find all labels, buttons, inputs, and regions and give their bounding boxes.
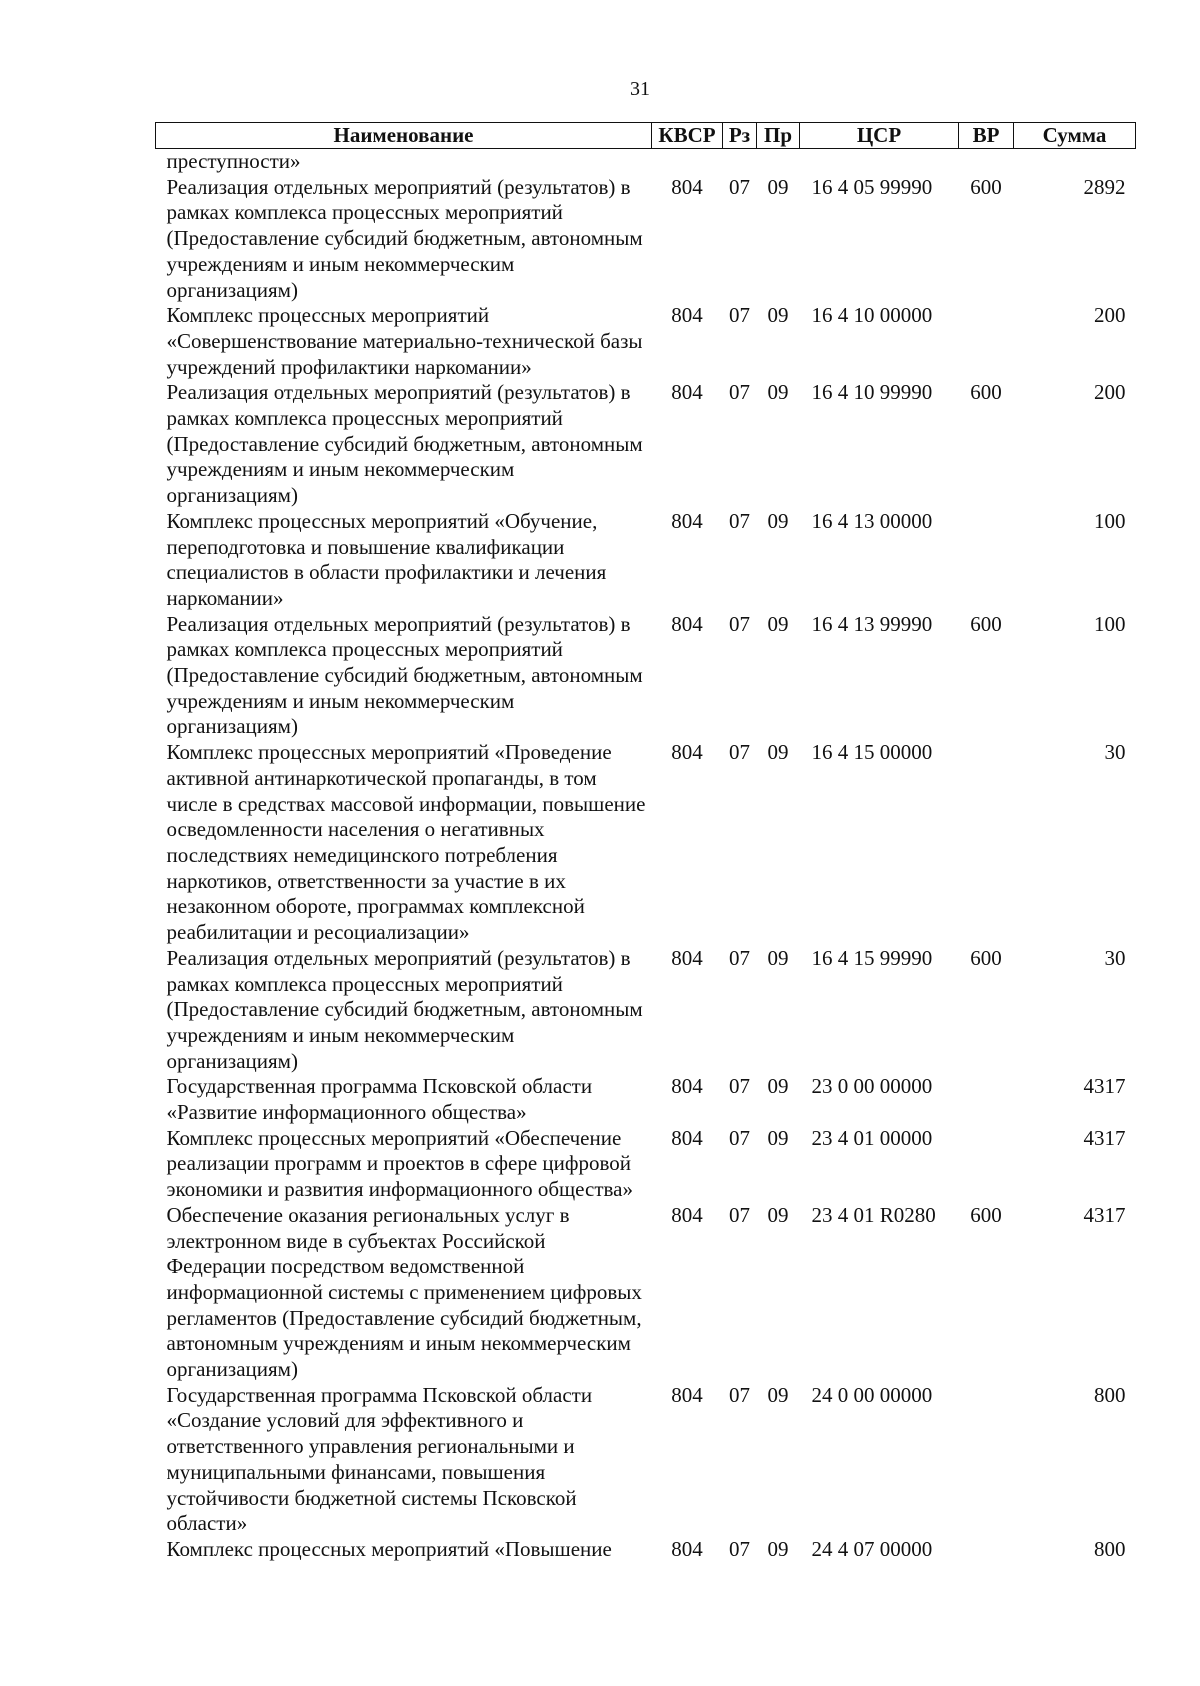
cell-csr: 16 4 10 00000 — [811, 303, 933, 328]
cell-vr: 600 — [970, 174, 1002, 199]
header-csr: ЦСР — [800, 123, 959, 149]
cell-name: Комплекс процессных мероприятий «Повышение — [166, 1536, 612, 1561]
cell-csr: 24 4 07 00000 — [811, 1536, 933, 1561]
cell-vr — [959, 1537, 1014, 1563]
header-name: Наименование — [156, 123, 652, 149]
cell-pr — [757, 149, 800, 175]
cell-name: Комплекс процессных мероприятий «Обучение, переподготовка и повышение квалификации специалистов в области профилактики и лечения наркомании» — [166, 508, 607, 610]
cell-name: преступности» — [166, 149, 301, 173]
cell-vr — [959, 149, 1014, 175]
cell-csr: 23 4 01 00000 — [811, 1125, 933, 1150]
cell-sum: 200 — [1094, 303, 1126, 328]
cell-rz: 07 — [729, 174, 750, 199]
cell-rz: 07 — [729, 740, 750, 765]
page-number: 31 — [630, 78, 650, 100]
cell-rz: 07 — [729, 1202, 750, 1227]
cell-rz: 07 — [729, 303, 750, 328]
cell-name: Реализация отдельных мероприятий (результатов) в рамках комплекса процессных мероприятий (Предоставление субсидий бюджетным, автономным учреждениям и иным некоммерческим организациям) — [166, 611, 643, 739]
cell-vr — [959, 1126, 1014, 1203]
cell-csr: 16 4 13 99990 — [811, 611, 933, 636]
cell-sum: 30 — [1104, 740, 1126, 765]
cell-kvsr: 804 — [671, 945, 703, 970]
cell-vr — [959, 1074, 1014, 1125]
cell-kvsr: 804 — [671, 508, 703, 533]
cell-csr: 23 0 00 00000 — [811, 1074, 933, 1099]
cell-sum: 4317 — [1083, 1125, 1126, 1150]
cell-kvsr: 804 — [671, 1382, 703, 1407]
header-vr: ВР — [959, 123, 1014, 149]
cell-csr: 24 0 00 00000 — [811, 1382, 933, 1407]
cell-rz: 07 — [729, 1382, 750, 1407]
cell-kvsr: 804 — [671, 380, 703, 405]
cell-pr: 09 — [767, 740, 789, 765]
header-pr: Пр — [757, 123, 800, 149]
cell-vr: 600 — [970, 1202, 1002, 1227]
cell-kvsr: 804 — [671, 1202, 703, 1227]
cell-sum: 4317 — [1083, 1074, 1126, 1099]
cell-pr: 09 — [767, 945, 789, 970]
cell-csr: 16 4 15 99990 — [811, 945, 933, 970]
table-row — [156, 946, 1136, 1075]
cell-pr: 09 — [767, 380, 789, 405]
cell-name: Государственная программа Псковской области «Создание условий для эффективного и ответственного управления региональными и муниципальными финансами, повышения устойчивости бюджетной системы Псковской области» — [166, 1382, 593, 1536]
cell-pr: 09 — [767, 1382, 789, 1407]
cell-vr: 600 — [970, 380, 1002, 405]
cell-kvsr: 804 — [671, 174, 703, 199]
cell-sum: 800 — [1094, 1536, 1126, 1561]
cell-name: Реализация отдельных мероприятий (результатов) в рамках комплекса процессных мероприятий (Предоставление субсидий бюджетным, автономным учреждениям и иным некоммерческим организациям) — [166, 945, 643, 1073]
cell-vr — [959, 740, 1014, 946]
table-row — [156, 1383, 1136, 1537]
cell-csr: 16 4 15 00000 — [811, 740, 933, 765]
table-row — [156, 1203, 1136, 1383]
cell-name: Реализация отдельных мероприятий (результатов) в рамках комплекса процессных мероприятий (Предоставление субсидий бюджетным, автономным учреждениям и иным некоммерческим организациям) — [166, 380, 643, 508]
cell-rz: 07 — [729, 611, 750, 636]
cell-vr — [959, 1383, 1014, 1537]
cell-rz: 07 — [729, 945, 750, 970]
cell-sum — [1014, 149, 1136, 175]
budget-table — [155, 122, 1136, 1563]
cell-sum: 200 — [1094, 380, 1126, 405]
cell-rz: 07 — [729, 1536, 750, 1561]
cell-name: Реализация отдельных мероприятий (результатов) в рамках комплекса процессных мероприятий (Предоставление субсидий бюджетным, автономным учреждениям и иным некоммерческим организациям) — [166, 174, 643, 302]
cell-pr: 09 — [767, 1074, 789, 1099]
cell-pr: 09 — [767, 1125, 789, 1150]
cell-csr — [800, 149, 959, 175]
header-kvsr: КВСР — [652, 123, 723, 149]
cell-vr: 600 — [970, 945, 1002, 970]
cell-name: Комплекс процессных мероприятий «Проведение активной антинаркотической пропаганды, в том числе в средствах массовой информации, повышение осведомленности населения о негативных последствиях немедицинского потребления наркотиков, ответственности за участие в их незаконном обороте, программах комплексной реабилитации и ресоциализации» — [166, 740, 646, 945]
table-row — [156, 303, 1136, 380]
table-row — [156, 509, 1136, 612]
cell-pr: 09 — [767, 303, 789, 328]
table-row — [156, 740, 1136, 946]
cell-kvsr: 804 — [671, 740, 703, 765]
cell-pr: 09 — [767, 508, 789, 533]
cell-csr: 23 4 01 R0280 — [811, 1202, 936, 1227]
cell-csr: 16 4 05 99990 — [811, 174, 933, 199]
header-sum: Сумма — [1014, 123, 1136, 149]
cell-name: Обеспечение оказания региональных услуг в электронном виде в субъектах Российской Федерации посредством ведомственной информационной системы с применением цифровых регламентов (Предоставление субсидий бюджетным, автономным учреждениям и иным некоммерческим организациям) — [166, 1202, 642, 1382]
cell-kvsr: 804 — [671, 1074, 703, 1099]
cell-sum: 100 — [1094, 508, 1126, 533]
cell-rz: 07 — [729, 1074, 750, 1099]
cell-pr: 09 — [767, 1536, 789, 1561]
cell-kvsr: 804 — [671, 303, 703, 328]
cell-kvsr: 804 — [671, 1125, 703, 1150]
cell-sum: 800 — [1094, 1382, 1126, 1407]
cell-sum: 4317 — [1083, 1202, 1126, 1227]
cell-kvsr: 804 — [671, 611, 703, 636]
cell-vr — [959, 303, 1014, 380]
table-row — [156, 149, 1136, 175]
cell-kvsr — [652, 149, 723, 175]
table-row — [156, 380, 1136, 509]
cell-pr: 09 — [767, 611, 789, 636]
cell-rz: 07 — [729, 380, 750, 405]
cell-name: Комплекс процессных мероприятий «Обеспечение реализации программ и проектов в сфере цифровой экономики и развития информационного общества» — [166, 1125, 633, 1202]
cell-kvsr: 804 — [671, 1536, 703, 1561]
table-row — [156, 1537, 1136, 1563]
cell-pr: 09 — [767, 1202, 789, 1227]
cell-rz: 07 — [729, 1125, 750, 1150]
table-header — [156, 123, 1136, 149]
table-row — [156, 612, 1136, 741]
header-rz: Рз — [723, 123, 757, 149]
table-row — [156, 1074, 1136, 1125]
table-row — [156, 1126, 1136, 1203]
cell-pr: 09 — [767, 174, 789, 199]
cell-vr — [959, 509, 1014, 612]
cell-csr: 16 4 13 00000 — [811, 508, 933, 533]
cell-sum: 2892 — [1083, 174, 1126, 199]
cell-rz — [723, 149, 757, 175]
cell-sum: 100 — [1094, 611, 1126, 636]
table-row — [156, 175, 1136, 304]
table-body — [156, 149, 1136, 1563]
cell-csr: 16 4 10 99990 — [811, 380, 933, 405]
cell-name: Комплекс процессных мероприятий «Совершенствование материально-технической базы учреждений профилактики наркомании» — [166, 303, 643, 379]
cell-name: Государственная программа Псковской области «Развитие информационного общества» — [166, 1074, 593, 1125]
cell-rz: 07 — [729, 508, 750, 533]
cell-vr: 600 — [970, 611, 1002, 636]
cell-sum: 30 — [1104, 945, 1126, 970]
